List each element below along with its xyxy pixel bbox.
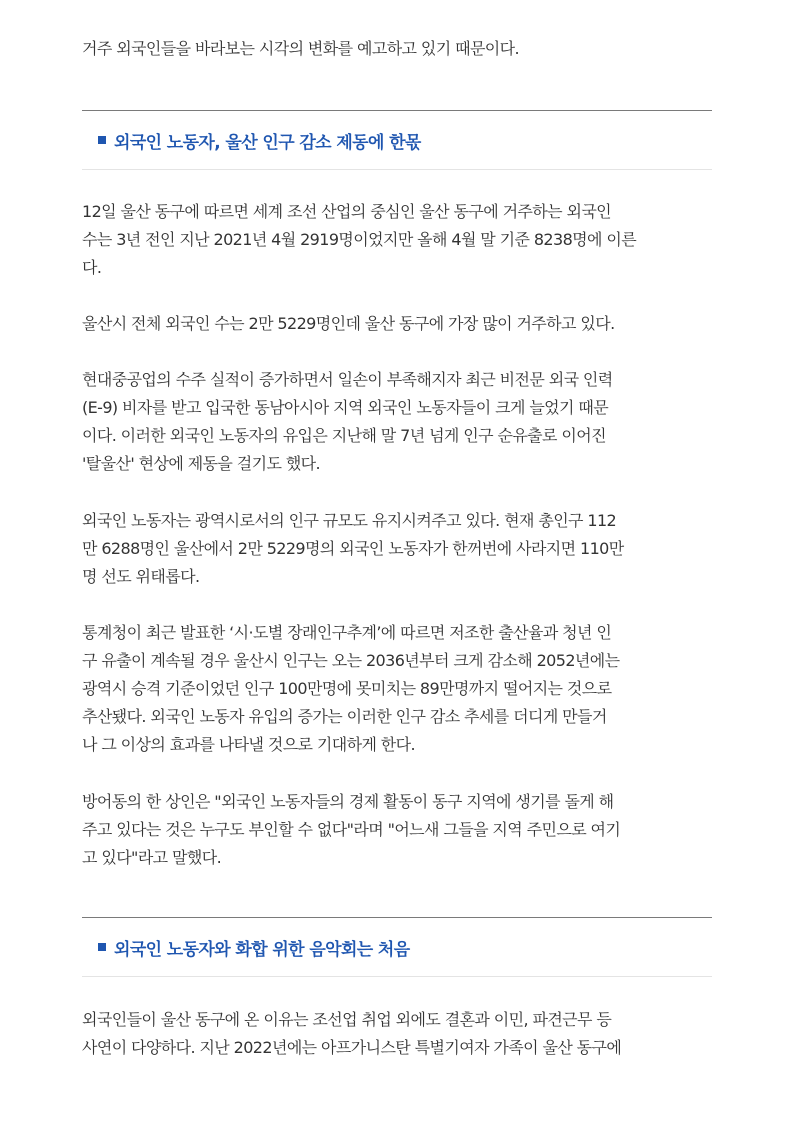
section-1 bbox=[82, 110, 712, 170]
section-heading bbox=[82, 111, 712, 170]
paragraph bbox=[82, 1006, 621, 1062]
text-line: 외국인들이 울산 동구에 온 이유는 조선업 취업 외에도 결혼과 이민, 파견근무 등 bbox=[82, 1010, 612, 1029]
text-line: 나 그 이상의 효과를 나타낼 것으로 기대하게 한다. bbox=[82, 735, 416, 754]
text-line: 12일 울산 동구에 따르면 세계 조선 산업의 중심인 울산 동구에 거주하는 외국인 bbox=[82, 202, 612, 221]
text-line: 사연이 다양하다. 지난 2022년에는 아프가니스탄 특별기여자 가족이 울산 동구에 bbox=[82, 1038, 622, 1057]
paragraph bbox=[82, 310, 615, 338]
section-heading bbox=[82, 918, 712, 977]
section-heading-text: 외국인 노동자, 울산 인구 감소 제동에 한몫 bbox=[114, 132, 421, 153]
text-line: 명 선도 위태롭다. bbox=[82, 567, 200, 586]
paragraph bbox=[82, 198, 636, 282]
text-line: 외국인 노동자는 광역시로서의 인구 규모도 유지시켜주고 있다. 현재 총인구 112 bbox=[82, 511, 617, 530]
section-2 bbox=[82, 917, 712, 977]
text-line: 구 유출이 계속될 경우 울산시 인구는 오는 2036년부터 크게 감소해 2052년에는 bbox=[82, 651, 620, 670]
text-line: 방어동의 한 상인은 "외국인 노동자들의 경제 활동이 동구 지역에 생기를 돌게 해 bbox=[82, 792, 614, 811]
square-bullet-icon bbox=[98, 136, 106, 144]
text-line: (E-9) 비자를 받고 입국한 동남아시아 지역 외국인 노동자들이 크게 늘었기 때문 bbox=[82, 398, 609, 417]
square-bullet-icon bbox=[98, 943, 106, 951]
text-line: 거주 외국인들을 바라보는 시각의 변화를 예고하고 있기 때문이다. bbox=[82, 39, 520, 58]
text-line: 추산됐다. 외국인 노동자 유입의 증가는 이러한 인구 감소 추세를 더디게 만들거 bbox=[82, 707, 607, 726]
text-line: 통계청이 최근 발표한 ‘시·도별 장래인구추계’에 따르면 저조한 출산율과 청년 인 bbox=[82, 623, 612, 642]
section-heading-text: 외국인 노동자와 화합 위한 음악회는 처음 bbox=[114, 939, 410, 960]
text-line: 이다. 이러한 외국인 노동자의 유입은 지난해 말 7년 넘게 인구 순유출로 이어진 bbox=[82, 426, 606, 445]
paragraph bbox=[82, 788, 620, 872]
text-line: 다. bbox=[82, 258, 102, 277]
text-line: 울산시 전체 외국인 수는 2만 5229명인데 울산 동구에 가장 많이 거주하고 있다. bbox=[82, 314, 615, 333]
text-line: 수는 3년 전인 지난 2021년 4월 2919명이었지만 올해 4월 말 기준 8238명에 이른 bbox=[82, 230, 637, 249]
intro-paragraph bbox=[82, 35, 519, 63]
text-line: '탈울산' 현상에 제동을 걸기도 했다. bbox=[82, 454, 321, 473]
paragraph bbox=[82, 366, 613, 478]
text-line: 광역시 승격 기준이었던 인구 100만명에 못미치는 89만명까지 떨어지는 것으로 bbox=[82, 679, 612, 698]
text-line: 고 있다"라고 말했다. bbox=[82, 848, 222, 867]
paragraph bbox=[82, 619, 619, 759]
text-line: 주고 있다는 것은 누구도 부인할 수 없다"라며 "어느새 그들을 지역 주민으로 여기 bbox=[82, 820, 621, 839]
text-line: 현대중공업의 수주 실적이 증가하면서 일손이 부족해지자 최근 비전문 외국 인력 bbox=[82, 370, 613, 389]
text-line: 만 6288명인 울산에서 2만 5229명의 외국인 노동자가 한꺼번에 사라지면 110만 bbox=[82, 539, 624, 558]
paragraph bbox=[82, 507, 624, 591]
